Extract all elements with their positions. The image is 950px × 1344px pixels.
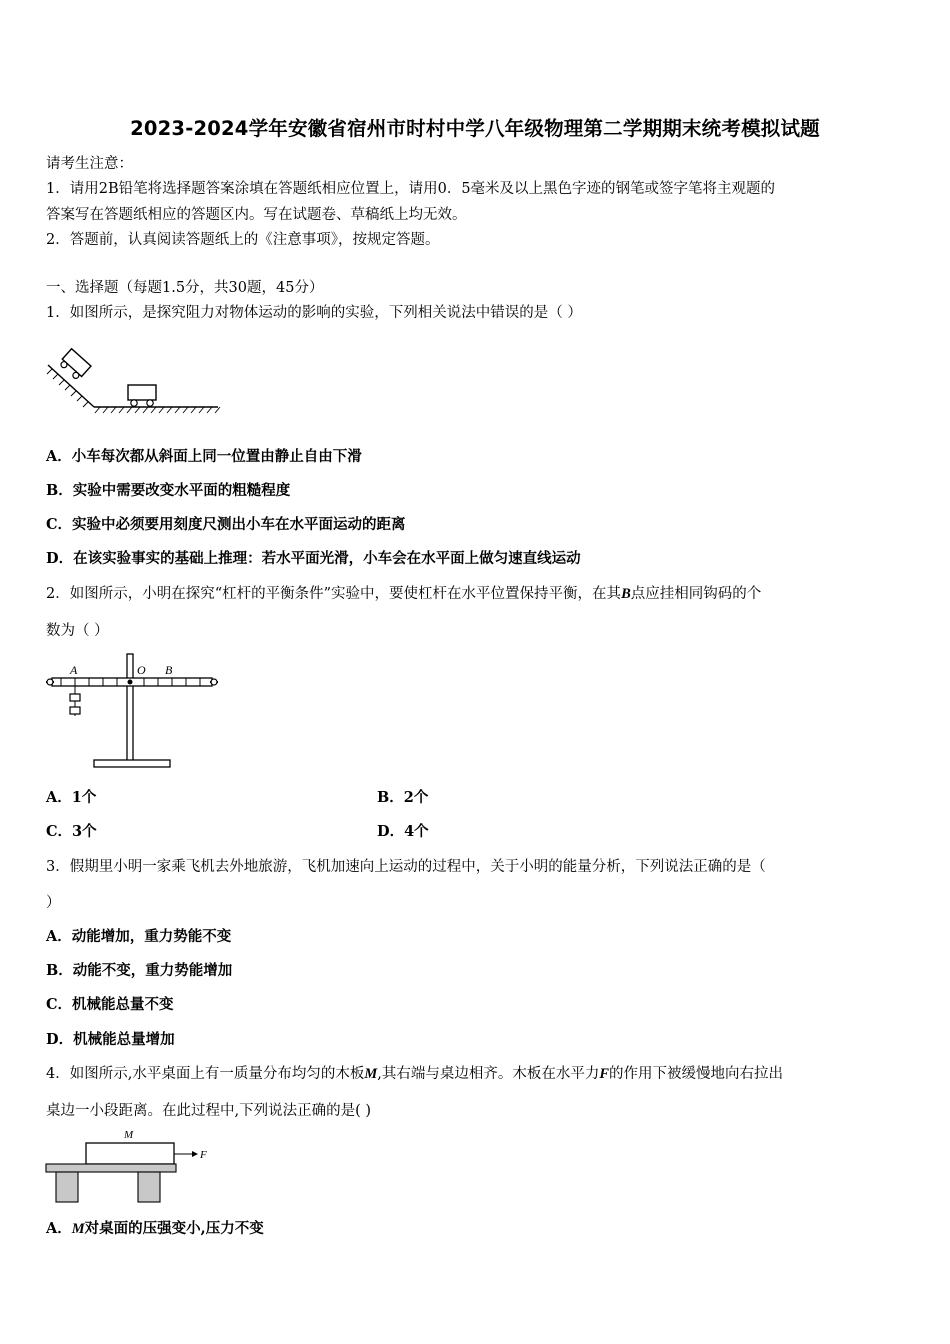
notice-item-1-line-1: 1．请用2B铅笔将选择题答案涂填在答题纸相应位置上，请用0．5毫米及以上黑色字迹的钢笔或签字笔将主观题的 <box>46 181 776 197</box>
q4-stem-part-3: 的作用下被缓慢地向右拉出 <box>609 1066 784 1082</box>
q4-option-a-text: 对桌面的压强变小,压力不变 <box>84 1220 264 1237</box>
q3-option-b: B．动能不变，重力势能增加 <box>46 962 233 979</box>
q4-stem-line-1 <box>46 1062 783 1083</box>
q1-option-a: A．小车每次都从斜面上同一位置由静止自由下滑 <box>46 448 362 465</box>
q4-option-a-var: M <box>71 1221 85 1237</box>
q1-incline-cart-figure <box>44 345 224 415</box>
exam-title: 2023-2024学年安徽省宿州市时村中学八年级物理第二学期期末统考模拟试题 <box>130 117 820 140</box>
q4-stem-part-1: 4．如图所示,水平桌面上有一质量分布均匀的木板 <box>46 1066 365 1082</box>
arrow-right-icon <box>192 1151 198 1157</box>
q2-option-b: B．2个 <box>377 789 429 806</box>
section-heading: 一、选择题（每题1.5分，共30题，45分） <box>46 280 324 296</box>
hook-weight-icon <box>70 694 80 716</box>
q4-var-f: F <box>599 1066 610 1082</box>
q2-option-c: C．3个 <box>46 823 97 840</box>
q2-lever-figure <box>46 652 221 772</box>
q1-option-b: B．实验中需要改变水平面的粗糙程度 <box>46 482 291 499</box>
q1-stem: 1．如图所示，是探究阻力对物体运动的影响的实验，下列相关说法中错误的是（ ） <box>46 305 582 321</box>
notice-item-2: 2．答题前，认真阅读答题纸上的《注意事项》，按规定答题。 <box>46 232 440 248</box>
q2-stem-line-1 <box>46 582 761 603</box>
notice-item-1-line-2: 答案写在答题纸相应的答题区内。写在试题卷、草稿纸上均无效。 <box>46 207 467 223</box>
q2-stem-part-1: 2．如图所示，小明在探究“杠杆的平衡条件”实验中，要使杠杆在水平位置保持平衡，在其 <box>46 586 622 602</box>
q2-stem-part-2: 点应挂相同钩码的个 <box>630 586 762 602</box>
q4-stem-part-2: ,其右端与桌边相齐。木板在水平力 <box>377 1066 600 1082</box>
q2-option-a: A．1个 <box>46 789 97 806</box>
q4-stem-line-2: 桌边一小段距离。在此过程中,下列说法正确的是( ) <box>46 1103 372 1119</box>
cart-on-slope-icon <box>58 349 91 381</box>
force-label-f: F <box>200 1149 207 1161</box>
q3-stem-line-2: ） <box>46 895 61 911</box>
q4-var-m: M <box>364 1066 378 1082</box>
board-label-m: M <box>124 1129 134 1141</box>
q2-stem-var-b: B <box>621 586 631 602</box>
q4-option-a-prefix: A． <box>46 1220 72 1237</box>
q4-option-a <box>46 1217 264 1238</box>
q1-option-d: D．在该实验事实的基础上推理：若水平面光滑，小车会在水平面上做匀速直线运动 <box>46 550 581 567</box>
q3-stem-line-1: 3．假期里小明一家乘飞机去外地旅游，飞机加速向上运动的过程中，关于小明的能量分析，下列说法正确的是（ <box>46 859 766 875</box>
lever-label-o: O <box>137 663 146 677</box>
q3-option-a: A．动能增加，重力势能不变 <box>46 928 232 945</box>
q2-stem-line-2: 数为（ ） <box>46 623 109 639</box>
cart-on-floor-icon <box>128 385 156 406</box>
q4-table-board-figure <box>44 1126 219 1206</box>
notice-heading: 请考生注意： <box>46 156 133 172</box>
q3-option-c: C．机械能总量不变 <box>46 996 174 1013</box>
q3-option-d: D．机械能总量增加 <box>46 1031 175 1048</box>
q1-option-c: C．实验中必须要用刻度尺测出小车在水平面运动的距离 <box>46 516 406 533</box>
lever-label-a: A <box>70 663 78 677</box>
q2-option-d: D．4个 <box>377 823 429 840</box>
lever-label-b: B <box>165 663 173 677</box>
